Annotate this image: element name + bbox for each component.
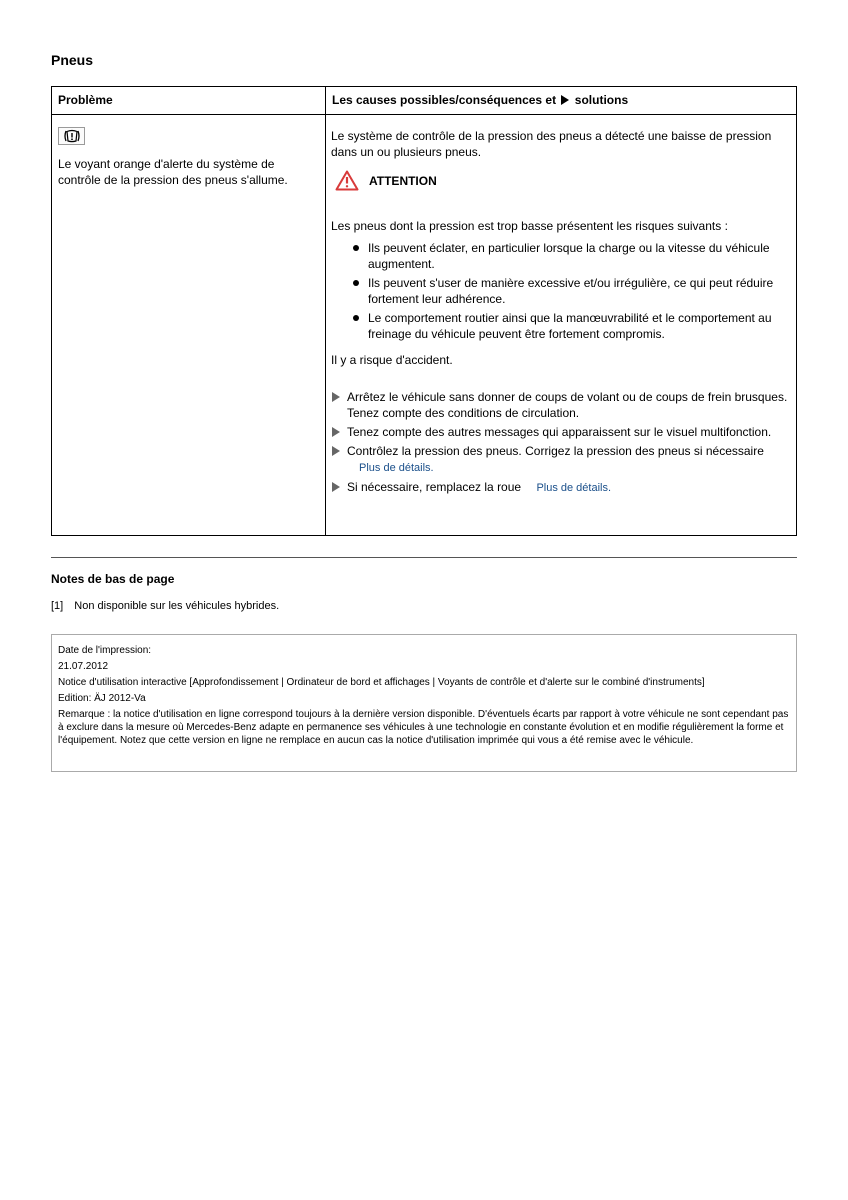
print-info-box xyxy=(51,634,797,772)
arrow-right-icon xyxy=(561,95,569,105)
problem-text: Le voyant orange d'alerte du système de contrôle de la pression des pneus s'allume. xyxy=(58,157,288,187)
intro-text: Le système de contrôle de la pression des pneus a détecté une baisse de pression dans un ou plusieurs pneus. xyxy=(331,129,772,159)
risks-intro: Les pneus dont la pression est trop basse présentent les risques suivants : xyxy=(331,219,728,233)
details-link[interactable]: Plus de détails. xyxy=(359,462,434,474)
accident-text: Il y a risque d'accident. xyxy=(331,353,453,367)
print-edition: Edition: ÄJ 2012-Va xyxy=(58,693,146,704)
problem-cell xyxy=(52,115,326,536)
header-solution-post: solutions xyxy=(574,93,629,107)
list-item: Ils peuvent s'user de manière excessive et/ou irrégulière, ce qui peut réduire fortement leur adhérence. xyxy=(331,275,788,307)
divider xyxy=(51,557,797,558)
print-date-label: Date de l'impression: xyxy=(58,645,152,656)
problem-solution-table xyxy=(51,86,797,536)
header-problem: Problème xyxy=(52,87,326,115)
header-solution-pre: Les causes possibles/conséquences et xyxy=(332,93,557,107)
footnote-text: Non disponible sur les véhicules hybrides. xyxy=(74,600,280,612)
arrow-right-icon xyxy=(332,427,340,437)
step-text: Arrêtez le véhicule sans donner de coups de volant ou de coups de frein brusques. Tenez compte des conditions de circulation. xyxy=(347,390,788,420)
list-item xyxy=(331,389,788,421)
warning-triangle-icon xyxy=(335,170,359,191)
step-text: Contrôlez la pression des pneus. Corrigez la pression des pneus si nécessaire xyxy=(347,444,764,458)
arrow-right-icon xyxy=(332,482,340,492)
list-item xyxy=(331,479,788,496)
list-item xyxy=(331,424,788,440)
attention-box xyxy=(335,170,788,191)
attention-label: ATTENTION xyxy=(369,173,437,188)
solution-cell xyxy=(326,115,797,536)
footnote-number: [1] xyxy=(51,600,64,612)
footnote-item xyxy=(51,600,279,612)
list-item: Le comportement routier ainsi que la manœuvrabilité et le comportement au freinage du véhicule peuvent être fortement compromis. xyxy=(331,310,788,342)
tire-pressure-warning-icon xyxy=(58,127,85,145)
print-remark: Remarque : la notice d'utilisation en ligne correspond toujours à la dernière version disponible. D'éventuels écarts par rapport à votre véhicule ne sont cependant pas à exclure dans la mesure où Mercedes-Benz adapte en permanence ses véhicules à une technologie en constante évolution et en modifie régulièrement la forme et l'équipement. Notez que cette version en ligne ne remplace en aucun cas la notice d'utilisation imprimée qui vous a été remise avec le véhicule. xyxy=(58,709,789,746)
step-list xyxy=(331,389,788,496)
table-header-row xyxy=(52,87,797,115)
page-title: Pneus xyxy=(51,52,94,68)
step-text: Si nécessaire, remplacez la roue xyxy=(347,480,522,494)
footnotes-title: Notes de bas de page xyxy=(51,572,175,586)
details-link[interactable]: Plus de détails. xyxy=(536,482,612,494)
list-item xyxy=(331,443,788,476)
table-row xyxy=(52,115,797,536)
print-notice: Notice d'utilisation interactive [Approfondissement | Ordinateur de bord et affichages | Voyants de contrôle et d'alerte sur le combiné d'instruments] xyxy=(58,677,705,688)
print-date: 21.07.2012 xyxy=(58,661,109,672)
arrow-right-icon xyxy=(332,446,340,456)
header-solution xyxy=(326,87,797,115)
risk-list xyxy=(331,240,788,342)
list-item: Ils peuvent éclater, en particulier lorsque la charge ou la vitesse du véhicule augmentent. xyxy=(331,240,788,272)
arrow-right-icon xyxy=(332,392,340,402)
step-text: Tenez compte des autres messages qui apparaissent sur le visuel multifonction. xyxy=(347,425,772,439)
